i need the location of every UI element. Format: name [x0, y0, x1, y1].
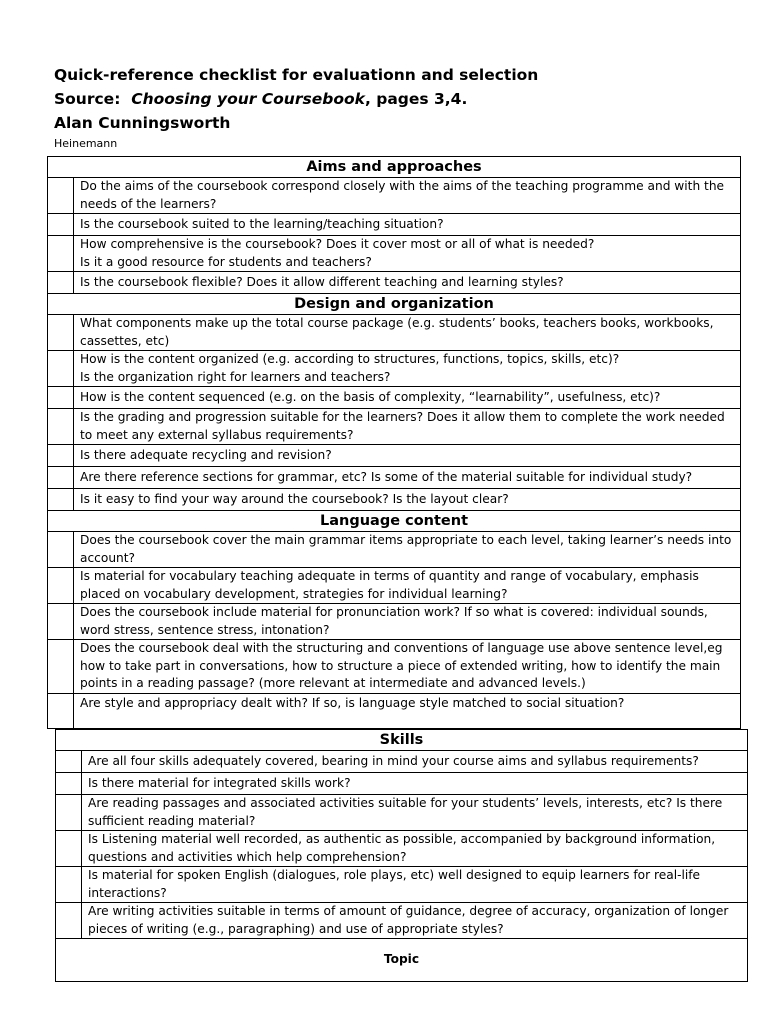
checkbox-cell[interactable] [48, 178, 74, 214]
checkbox-cell[interactable] [56, 903, 82, 939]
publisher: Heinemann [54, 137, 118, 150]
checklist-item: Is Listening material well recorded, as authentic as possible, accompanied by background information, questions and activities which help comprehension? [82, 831, 748, 867]
checklist-item: Does the coursebook cover the main grammar items appropriate to each level, taking learner’s needs into account? [74, 532, 741, 568]
checklist-item: Does the coursebook deal with the structuring and conventions of language use above sentence level,eg how to take part in conversations, how to structure a piece of extended writing, how to identify the main points in a reading passage? (more relevant at intermediate and advanced levels.) [74, 640, 741, 694]
checkbox-cell[interactable] [56, 773, 82, 795]
checklist-item: Is it easy to find your way around the coursebook? Is the layout clear? [74, 489, 741, 511]
checkbox-cell[interactable] [48, 351, 74, 387]
checkbox-cell[interactable] [56, 867, 82, 903]
checklist-item: Is the coursebook flexible? Does it allow different teaching and learning styles? [74, 272, 741, 294]
checkbox-cell[interactable] [48, 236, 74, 272]
checklist-item: Are all four skills adequately covered, bearing in mind your course aims and syllabus requirements? [82, 751, 748, 773]
checkbox-cell[interactable] [48, 694, 74, 729]
checklist-item: Are style and appropriacy dealt with? If so, is language style matched to social situation? [74, 694, 741, 729]
author: Alan Cunningsworth [54, 114, 231, 132]
checkbox-cell[interactable] [48, 214, 74, 236]
checklist-item: Is there adequate recycling and revision? [74, 445, 741, 467]
checkbox-cell[interactable] [56, 751, 82, 773]
checklist-item: Are there reference sections for grammar, etc? Is some of the material suitable for individual study? [74, 467, 741, 489]
checklist-item: Is material for spoken English (dialogues, role plays, etc) well designed to equip learners for real-life interactions? [82, 867, 748, 903]
checkbox-cell[interactable] [56, 795, 82, 831]
checkbox-cell[interactable] [48, 467, 74, 489]
section-heading-language: Language content [48, 511, 741, 532]
section-heading-aims: Aims and approaches [48, 157, 741, 178]
checklist-item: Do the aims of the coursebook correspond closely with the aims of the teaching programme and with the needs of the learners? [74, 178, 741, 214]
checklist-item: What components make up the total course package (e.g. students’ books, teachers books, workbooks, cassettes, etc) [74, 315, 741, 351]
checklist-item: Does the coursebook include material for pronunciation work? If so what is covered: individual sounds, word stress, sentence stress, intonation? [74, 604, 741, 640]
checklist-item: Are reading passages and associated activities suitable for your students’ levels, interests, etc? Is there sufficient reading material? [82, 795, 748, 831]
checkbox-cell[interactable] [48, 640, 74, 694]
document-title: Quick-reference checklist for evaluationn and selection [54, 66, 539, 84]
source-pages: , pages 3,4. [364, 90, 468, 108]
section-heading-design: Design and organization [48, 294, 741, 315]
checkbox-cell[interactable] [48, 409, 74, 445]
checklist-item: Is there material for integrated skills work? [82, 773, 748, 795]
checkbox-cell[interactable] [48, 315, 74, 351]
checklist-table-main [47, 156, 741, 729]
checkbox-cell[interactable] [56, 831, 82, 867]
checkbox-cell[interactable] [48, 489, 74, 511]
section-heading-skills: Skills [56, 730, 748, 751]
checklist-table-skills [55, 729, 748, 982]
checklist-item: How is the content sequenced (e.g. on the basis of complexity, “learnability”, usefulness, etc)? [74, 387, 741, 409]
section-heading-topic: Topic [56, 939, 748, 982]
checkbox-cell[interactable] [48, 568, 74, 604]
source-label: Source: [54, 90, 121, 108]
checklist-item: How comprehensive is the coursebook? Does it cover most or all of what is needed? Is it a good resource for students and teachers? [74, 236, 741, 272]
checkbox-cell[interactable] [48, 387, 74, 409]
checklist-item: Is the coursebook suited to the learning/teaching situation? [74, 214, 741, 236]
checkbox-cell[interactable] [48, 532, 74, 568]
checklist-item: Is material for vocabulary teaching adequate in terms of quantity and range of vocabulary, emphasis placed on vocabulary development, strategies for individual learning? [74, 568, 741, 604]
checkbox-cell[interactable] [48, 604, 74, 640]
checklist-item: Is the grading and progression suitable for the learners? Does it allow them to complete the work needed to meet any external syllabus requirements? [74, 409, 741, 445]
checkbox-cell[interactable] [48, 272, 74, 294]
source-line [54, 90, 467, 108]
checkbox-cell[interactable] [48, 445, 74, 467]
checklist-item: Are writing activities suitable in terms of amount of guidance, degree of accuracy, organization of longer pieces of writing (e.g., paragraphing) and use of appropriate styles? [82, 903, 748, 939]
checklist-item: How is the content organized (e.g. according to structures, functions, topics, skills, etc)? Is the organization right for learners and teachers? [74, 351, 741, 387]
source-book-title: Choosing your Coursebook [131, 90, 365, 108]
